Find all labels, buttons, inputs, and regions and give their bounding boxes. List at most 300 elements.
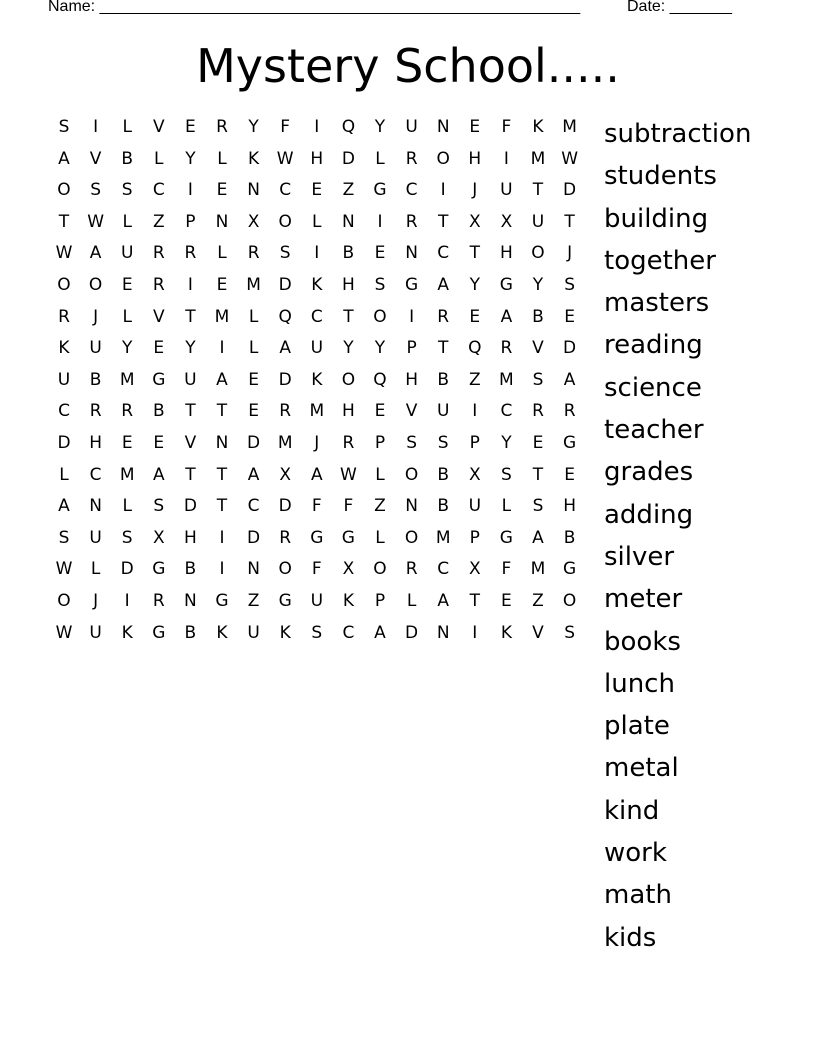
grid-letter: L xyxy=(375,527,385,548)
grid-letter: S xyxy=(532,496,544,517)
grid-letter: A xyxy=(152,464,165,485)
grid-letter: T xyxy=(185,306,196,327)
grid-letter: E xyxy=(374,243,386,264)
grid-letter: K xyxy=(500,622,512,643)
grid-letter: N xyxy=(436,622,450,643)
grid-letter: D xyxy=(57,433,71,453)
grid-letter: R xyxy=(405,559,418,580)
grid-letter: Y xyxy=(121,338,133,359)
word-list-item: teacher xyxy=(604,415,704,446)
grid-letter: Q xyxy=(373,369,387,390)
grid-letter: S xyxy=(311,622,323,643)
grid-letter: S xyxy=(279,243,291,264)
grid-letter: F xyxy=(501,117,512,137)
grid-letter: R xyxy=(247,243,260,264)
grid-letter: H xyxy=(468,148,482,169)
grid-letter: T xyxy=(532,180,544,201)
grid-letter: U xyxy=(57,369,71,390)
grid-letter: U xyxy=(310,338,324,359)
grid-letter: D xyxy=(405,622,419,643)
grid-letter: H xyxy=(341,275,355,295)
grid-letter: Q xyxy=(341,117,356,137)
grid-letter: U xyxy=(120,243,134,264)
grid-letter: M xyxy=(435,527,451,548)
grid-letter: O xyxy=(88,275,103,295)
grid-letter: H xyxy=(183,527,197,548)
grid-letter: I xyxy=(472,401,478,422)
grid-letter: O xyxy=(373,306,387,327)
grid-letter: R xyxy=(437,306,450,327)
grid-letter: O xyxy=(278,211,292,232)
grid-letter: Q xyxy=(468,338,482,359)
grid-letter: J xyxy=(472,180,478,201)
grid-letter: A xyxy=(500,306,513,327)
word-list-item: science xyxy=(604,372,702,403)
grid-letter: N xyxy=(247,180,260,201)
grid-letter: C xyxy=(437,559,450,580)
grid-letter: T xyxy=(469,243,480,264)
grid-letter: M xyxy=(499,369,514,390)
grid-letter: T xyxy=(469,591,480,611)
grid-letter: I xyxy=(472,622,478,643)
grid-letter: T xyxy=(216,496,228,517)
grid-letter: Y xyxy=(185,148,196,169)
grid-letter: U xyxy=(89,527,102,548)
grid-letter: L xyxy=(248,306,259,327)
grid-letter: N xyxy=(342,211,355,232)
grid-letter: B xyxy=(184,559,197,580)
grid-letter: M xyxy=(309,401,325,422)
grid-letter: E xyxy=(248,369,259,390)
grid-letter: C xyxy=(405,180,418,201)
grid-letter: P xyxy=(469,527,480,548)
grid-letter: X xyxy=(342,559,355,580)
grid-letter: T xyxy=(185,401,196,422)
word-list-item: adding xyxy=(604,499,694,530)
grid-letter: E xyxy=(248,401,259,422)
grid-letter: R xyxy=(58,306,70,327)
grid-letter: E xyxy=(311,180,323,201)
grid-letter: D xyxy=(247,527,261,548)
word-list-item: silver xyxy=(604,541,675,572)
grid-letter: C xyxy=(89,464,102,485)
grid-letter: U xyxy=(468,496,482,517)
date-field: Date: _______ xyxy=(627,0,732,15)
grid-letter: R xyxy=(405,211,418,232)
word-list-item: books xyxy=(604,626,681,657)
grid-letter: R xyxy=(342,433,355,453)
grid-letter: R xyxy=(216,117,228,137)
grid-letter: G xyxy=(278,591,292,611)
grid-letter: L xyxy=(217,243,227,264)
grid-letter: W xyxy=(276,148,294,169)
word-list-item: building xyxy=(604,203,709,234)
grid-letter: I xyxy=(187,180,193,201)
grid-letter: O xyxy=(562,591,577,611)
grid-letter: S xyxy=(90,180,101,201)
grid-letter: R xyxy=(89,401,102,422)
grid-letter: R xyxy=(121,401,134,422)
grid-letter: E xyxy=(564,464,575,485)
grid-letter: F xyxy=(311,559,322,580)
word-list-item: kind xyxy=(604,795,660,826)
grid-letter: V xyxy=(532,622,544,643)
grid-letter: T xyxy=(564,211,575,232)
grid-letter: W xyxy=(87,211,104,232)
grid-letter: H xyxy=(563,496,576,517)
grid-letter: W xyxy=(55,243,73,264)
word-list-item: together xyxy=(604,245,716,276)
grid-letter: U xyxy=(89,622,102,643)
grid-letter: H xyxy=(89,433,102,453)
grid-letter: L xyxy=(375,148,385,169)
grid-letter: B xyxy=(184,622,197,643)
grid-letter: L xyxy=(312,211,322,232)
grid-letter: W xyxy=(339,464,357,485)
grid-letter: O xyxy=(278,559,292,580)
grid-letter: L xyxy=(122,117,132,137)
grid-letter: U xyxy=(184,369,197,390)
grid-letter: K xyxy=(311,275,323,295)
grid-letter: T xyxy=(532,464,544,485)
grid-letter: L xyxy=(217,148,227,169)
grid-letter: O xyxy=(373,559,387,580)
grid-letter: Z xyxy=(532,591,544,611)
grid-letter: I xyxy=(314,117,320,137)
grid-letter: R xyxy=(152,275,165,295)
grid-letter: N xyxy=(247,559,260,580)
word-list-item: meter xyxy=(604,584,683,615)
grid-letter: E xyxy=(532,433,544,453)
grid-letter: N xyxy=(436,117,450,137)
grid-letter: N xyxy=(405,243,418,264)
grid-letter: A xyxy=(437,275,449,295)
grid-letter: R xyxy=(405,148,418,169)
grid-letter: K xyxy=(248,148,260,169)
grid-letter: H xyxy=(341,401,355,422)
grid-letter: I xyxy=(219,527,225,548)
grid-letter: T xyxy=(437,338,449,359)
grid-letter: N xyxy=(89,496,102,517)
grid-letter: A xyxy=(89,243,102,264)
grid-letter: L xyxy=(501,496,512,517)
grid-letter: Y xyxy=(469,275,480,295)
grid-letter: R xyxy=(532,401,544,422)
grid-letter: E xyxy=(185,117,196,137)
grid-letter: I xyxy=(440,180,446,201)
grid-letter: Y xyxy=(374,338,386,359)
grid-letter: I xyxy=(219,338,225,359)
grid-letter: E xyxy=(501,591,512,611)
grid-letter: G xyxy=(215,591,229,611)
grid-letter: V xyxy=(152,117,165,137)
grid-letter: F xyxy=(280,117,291,137)
grid-letter: F xyxy=(311,496,322,517)
name-field: Name: ______________________________________________________ xyxy=(48,0,581,15)
grid-letter: S xyxy=(153,496,165,517)
grid-letter: Z xyxy=(468,369,481,390)
grid-letter: U xyxy=(247,622,260,643)
grid-letter: Y xyxy=(248,117,259,137)
grid-letter: A xyxy=(374,622,386,643)
grid-letter: V xyxy=(184,433,197,453)
grid-letter: A xyxy=(247,464,260,485)
grid-letter: B xyxy=(532,306,544,327)
grid-letter: B xyxy=(121,148,134,169)
grid-letter: G xyxy=(499,527,513,548)
grid-letter: J xyxy=(567,243,573,264)
grid-letter: E xyxy=(374,401,386,422)
grid-letter: K xyxy=(121,622,133,643)
grid-letter: D xyxy=(563,180,577,201)
grid-letter: Y xyxy=(185,338,196,359)
grid-letter: U xyxy=(310,591,324,611)
grid-letter: D xyxy=(278,369,292,390)
grid-letter: M xyxy=(119,464,135,485)
grid-letter: K xyxy=(279,622,291,643)
grid-letter: R xyxy=(563,401,576,422)
grid-letter: M xyxy=(562,117,577,137)
grid-letter: U xyxy=(405,117,418,137)
grid-letter: D xyxy=(278,496,292,517)
grid-letter: X xyxy=(247,211,260,232)
word-list xyxy=(604,113,751,959)
grid-letter: K xyxy=(532,117,544,137)
grid-letter: X xyxy=(279,464,292,485)
grid-letter: C xyxy=(279,180,292,201)
grid-letter: B xyxy=(563,527,576,548)
grid-letter: O xyxy=(436,148,450,169)
grid-letter: L xyxy=(122,306,132,327)
grid-letter: N xyxy=(215,433,229,453)
grid-letter: M xyxy=(246,275,261,295)
grid-letter: K xyxy=(216,622,228,643)
grid-letter: N xyxy=(405,496,418,517)
grid-letter: B xyxy=(342,243,355,264)
grid-letter: A xyxy=(216,369,228,390)
grid-letter: X xyxy=(500,211,513,232)
grid-letter: J xyxy=(93,306,99,327)
grid-letter: D xyxy=(563,338,577,359)
grid-letter: M xyxy=(119,369,135,390)
word-list-item: math xyxy=(604,880,672,911)
grid-letter: I xyxy=(377,211,383,232)
grid-letter: P xyxy=(406,338,417,359)
grid-letter: S xyxy=(58,117,70,137)
grid-letter: C xyxy=(58,401,70,422)
grid-letter: C xyxy=(500,401,513,422)
grid-letter: H xyxy=(405,369,418,390)
word-list-item: kids xyxy=(604,922,657,953)
grid-letter: I xyxy=(219,559,225,580)
grid-letter: S xyxy=(58,527,70,548)
grid-letter: C xyxy=(152,180,165,201)
grid-letter: S xyxy=(374,275,386,295)
grid-letter: Y xyxy=(374,117,386,137)
grid-letter: G xyxy=(152,559,166,580)
grid-letter: O xyxy=(404,527,419,548)
grid-letter: R xyxy=(152,591,165,611)
grid-letter: B xyxy=(437,496,450,517)
grid-letter: A xyxy=(310,464,323,485)
grid-letter: V xyxy=(532,338,544,359)
grid-letter: G xyxy=(405,275,419,295)
grid-letter: G xyxy=(341,527,355,548)
grid-letter: P xyxy=(185,211,196,232)
grid-letter: I xyxy=(314,243,320,264)
grid-letter: T xyxy=(58,211,70,232)
grid-letter: D xyxy=(341,148,355,169)
grid-letter: L xyxy=(375,464,385,485)
grid-letter: A xyxy=(279,338,291,359)
grid-letter: W xyxy=(55,622,73,643)
grid-letter: X xyxy=(468,464,481,485)
grid-letter: S xyxy=(406,433,417,453)
grid-letter: U xyxy=(531,211,545,232)
page-title: Mystery School..... xyxy=(196,39,620,93)
grid-letter: E xyxy=(469,117,481,137)
grid-letter: Z xyxy=(247,591,260,611)
grid-letter: X xyxy=(152,527,165,548)
grid-letter: I xyxy=(187,275,193,295)
grid-letter: K xyxy=(58,338,70,359)
grid-letter: I xyxy=(124,591,130,611)
grid-letter: B xyxy=(437,369,450,390)
grid-letter: Y xyxy=(343,338,354,359)
grid-letter: Z xyxy=(342,180,355,201)
grid-letter: X xyxy=(468,211,481,232)
grid-letter: Y xyxy=(501,433,512,453)
word-list-item: masters xyxy=(604,288,710,319)
grid-letter: G xyxy=(499,275,513,295)
grid-letter: R xyxy=(184,243,197,264)
grid-letter: R xyxy=(152,243,165,264)
grid-letter: V xyxy=(405,401,418,422)
grid-letter: O xyxy=(57,180,71,201)
grid-letter: Z xyxy=(374,496,386,517)
grid-letter: T xyxy=(185,464,196,485)
grid-letter: E xyxy=(469,306,481,327)
grid-letter: G xyxy=(310,527,324,548)
grid-letter: P xyxy=(374,591,386,611)
grid-letter: A xyxy=(532,527,544,548)
grid-letter: E xyxy=(121,433,133,453)
grid-letter: J xyxy=(93,591,99,611)
grid-letter: E xyxy=(216,180,228,201)
grid-letter: O xyxy=(57,591,71,611)
grid-letter: F xyxy=(343,496,354,517)
grid-letter: F xyxy=(501,559,512,580)
grid-letter: W xyxy=(561,148,578,169)
grid-letter: G xyxy=(563,433,577,453)
grid-letter: L xyxy=(406,591,417,611)
grid-letter: D xyxy=(183,496,197,517)
grid-letter: O xyxy=(57,275,71,295)
grid-letter: D xyxy=(247,433,261,453)
grid-letter: K xyxy=(311,369,323,390)
grid-letter: V xyxy=(89,148,102,169)
grid-letter: A xyxy=(58,496,70,517)
grid-letter: A xyxy=(563,369,576,390)
grid-letter: O xyxy=(404,464,419,485)
grid-letter: G xyxy=(152,369,166,390)
grid-letter: I xyxy=(93,117,99,137)
grid-letter: X xyxy=(468,559,481,580)
grid-letter: C xyxy=(310,306,323,327)
grid-letter: M xyxy=(214,306,230,327)
grid-letter: L xyxy=(59,464,69,485)
grid-letter: E xyxy=(153,338,165,359)
word-list-item: plate xyxy=(604,711,670,742)
word-list-item: grades xyxy=(604,457,694,488)
grid-letter: P xyxy=(469,433,480,453)
grid-letter: L xyxy=(122,496,132,517)
grid-letter: N xyxy=(184,591,197,611)
grid-letter: D xyxy=(278,275,292,295)
grid-letter: L xyxy=(154,148,164,169)
grid-letter: T xyxy=(343,306,354,327)
grid-letter: E xyxy=(216,275,228,295)
word-list-item: work xyxy=(604,838,667,869)
grid-letter: S xyxy=(437,433,449,453)
grid-letter: B xyxy=(152,401,165,422)
word-list-item: lunch xyxy=(604,668,675,699)
grid-letter: Z xyxy=(152,211,165,232)
grid-letter: I xyxy=(409,306,415,327)
grid-letter: T xyxy=(216,464,228,485)
grid-letter: S xyxy=(564,622,575,643)
grid-letter: U xyxy=(500,180,513,201)
grid-letter: S xyxy=(121,527,133,548)
grid-letter: O xyxy=(531,243,545,264)
grid-letter: Y xyxy=(532,275,544,295)
grid-letter: C xyxy=(342,622,355,643)
grid-letter: G xyxy=(563,559,577,580)
grid-letter: L xyxy=(122,211,132,232)
grid-letter: T xyxy=(216,401,228,422)
grid-letter: E xyxy=(153,433,165,453)
grid-letter: L xyxy=(248,338,259,359)
word-list-item: subtraction xyxy=(604,119,752,149)
grid-letter: M xyxy=(277,433,293,453)
grid-letter: U xyxy=(436,401,450,422)
grid-letter: K xyxy=(342,591,354,611)
grid-letter: H xyxy=(310,148,324,169)
grid-letter: A xyxy=(58,148,70,169)
grid-letter: R xyxy=(279,401,292,422)
grid-letter: T xyxy=(437,211,449,232)
grid-letter: S xyxy=(500,464,512,485)
grid-letter: I xyxy=(503,148,509,169)
grid-letter: J xyxy=(314,433,320,453)
grid-letter: E xyxy=(121,275,133,295)
grid-letter: M xyxy=(530,148,546,169)
grid-letter: V xyxy=(152,306,165,327)
word-list-item: students xyxy=(604,161,717,192)
word-list-item: reading xyxy=(604,330,703,361)
grid-letter: O xyxy=(341,369,356,390)
grid-letter: P xyxy=(374,433,386,453)
grid-letter: M xyxy=(530,559,546,580)
word-list-item: metal xyxy=(604,753,679,784)
grid-letter: S xyxy=(121,180,133,201)
grid-letter: S xyxy=(532,369,544,390)
grid-letter: A xyxy=(437,591,449,611)
grid-letter: H xyxy=(499,243,513,264)
grid-letter: S xyxy=(564,275,575,295)
grid-letter: B xyxy=(89,369,102,390)
grid-letter: E xyxy=(564,306,575,327)
